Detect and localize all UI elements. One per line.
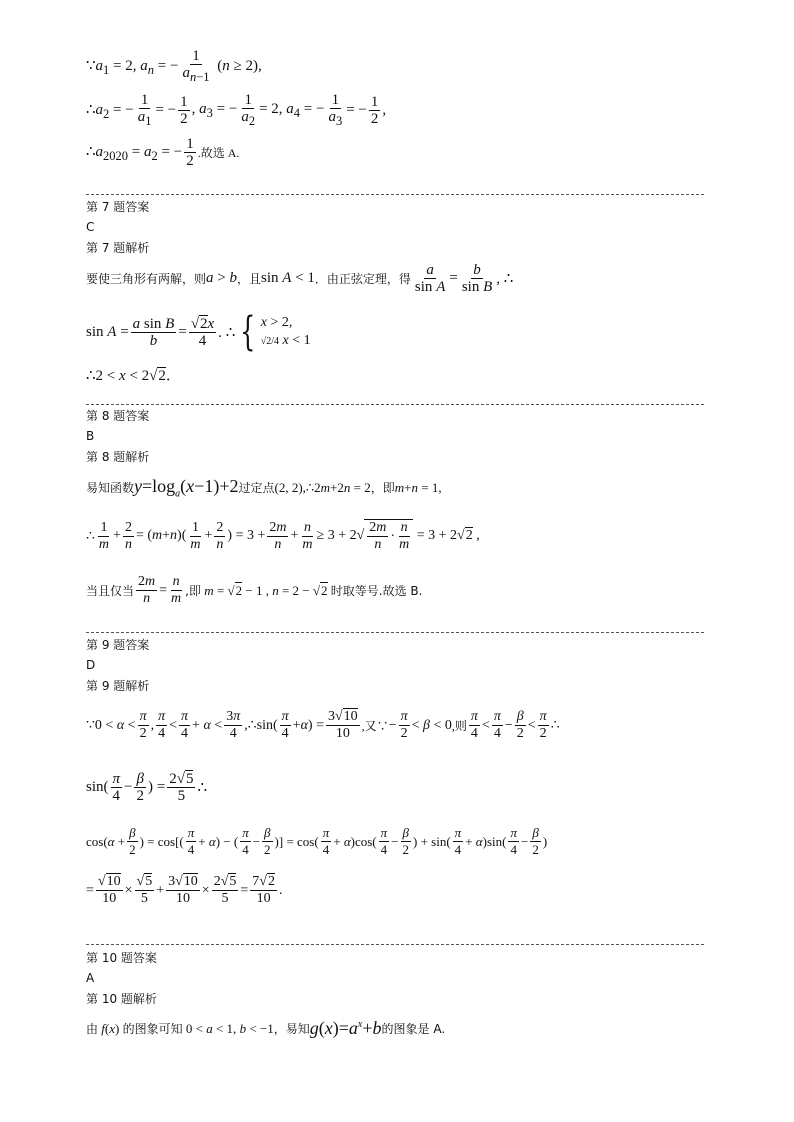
q9-line-4: = $\frac{√10}{10}$ × $\frac{√5}{5}$ + $\frac{3√10}{10}$ × $\frac{2√5}{5}$ = $\frac{7√2}{10}$ .: [86, 874, 283, 906]
q10-text-b: 的图象可知: [122, 1022, 183, 1036]
q9-text-then: ,则: [451, 719, 467, 733]
q8-text-a: 易知函数: [86, 481, 135, 496]
q7-analysis-label: 第 7 题解析: [86, 241, 150, 255]
q10-text-c: ，易知: [273, 1022, 310, 1036]
q9-line-1: ∵0 < α < $\frac{\pi}{2}$ , $\frac{\pi}{4}$ < $\frac{\pi}{4}$ + α < $\frac{3\pi}{4}$ ,∴sin( $\frac{\pi}{4}$ +α) = $\frac{3√10}{10}$ ,又∵ − $\frac{\pi}{2}$ < β < 0 ,则 $\frac{\pi}{4}$ < $\frac{\pi}{4}$ − $\frac{\beta}{2}$ < $\frac{\pi}{2}$ ∴: [86, 709, 560, 741]
q6-line-2: $\therefore a_2$ = − $\frac{1}{a_1}$ = − $\frac{1}{2}$ , $a_3$ = − $\frac{1}{a_2}$ = 2, $a_4$ = − $\frac{1}{a_3}$ = − $\frac{1}{2}$ ,: [86, 92, 387, 128]
q8-text-a2: 当且仅当: [86, 584, 135, 598]
q10-text-a: 由: [86, 1022, 99, 1036]
q7-text-a: 要使三角形有两解，则: [86, 272, 207, 286]
q9-answer-label: 第 9 题答案: [86, 638, 150, 652]
q7-answer: C: [86, 220, 95, 234]
q7-answer-label: 第 7 题答案: [86, 200, 150, 214]
q8-answer-label: 第 8 题答案: [86, 409, 150, 423]
q8-text-c2: 时取等号.故选 B.: [330, 584, 423, 598]
q7-line-2: sin A = $\frac{\text{a sin B}}{b}$ = $\frac{√2x}{4}$ . ∴ { x > 2, √2/4 x < 1: [86, 309, 311, 355]
q10-text-d: 的图象是 A.: [381, 1022, 446, 1036]
q9-text-mid: ,又∵: [361, 719, 389, 733]
separator: [86, 194, 704, 195]
q8-text-c: ，即: [370, 481, 395, 496]
q8-text-b2: ,即: [185, 584, 201, 598]
q8-line-3: 当且仅当 $\frac{2m}{n}$ = $\frac{n}{m}$ ,即 m = √2 − 1 , n = 2 − √2 时取等号.故选 B.: [86, 574, 423, 606]
q8-answer: B: [86, 429, 95, 443]
separator: [86, 404, 704, 405]
q8-analysis-label: 第 8 题解析: [86, 450, 150, 464]
q8-text-b: 过定点: [238, 481, 275, 496]
q9-line-3: cos(α + $\frac{\beta}{2}$ ) = cos[( $\frac{\pi}{4}$ + α) − ( $\frac{\pi}{4}$ − $\frac{\beta}{2}$ )] = cos( $\frac{\pi}{4}$ + α)cos( $\frac{\pi}{4}$ − $\frac{\beta}{2}$ ) + sin( $\frac{\pi}{4}$ + α)sin( $\frac{\pi}{4}$ − $\frac{\beta}{2}$ ): [86, 825, 548, 857]
q7-end: ．: [165, 368, 181, 384]
q8-line-1: 易知函数 $y=\log_a(x-1)+2$ 过定点 (2, 2),∴2m+2n = 2 ，即 m+n = 1,: [86, 476, 442, 500]
q7-text-c: ．由正弦定理，得: [314, 272, 411, 286]
q10-line-1: 由 f(x) 的图象可知 0 < a < 1, b < −1 ，易知 $g(x)=a^x+b$ 的图象是 A.: [86, 1018, 446, 1038]
q10-analysis-label: 第 10 题解析: [86, 992, 157, 1006]
separator: [86, 944, 704, 945]
q9-analysis-label: 第 9 题解析: [86, 679, 150, 693]
q6-line-1: $\because a_1 = 2$, $a_n$ = − $\frac{1}{a_{n-1}}$ (n ≥ 2),: [86, 48, 262, 84]
q8-line-2: ∴ $\frac{1}{m}$ + $\frac{2}{n}$ = (m+n)( $\frac{1}{m}$ + $\frac{2}{n}$ ) = 3 + $\frac{2m}{n}$ + $\frac{n}{m}$ ≥ 3 + 2√ $\frac{2m}{n}$ · $\frac{n}{m}$ = 3 + 2√2 ,: [86, 519, 480, 552]
q9-line-2: sin( $\frac{\pi}{4}$ − $\frac{\beta}{2}$ ) = $\frac{2√5}{5}$ ∴: [86, 771, 207, 804]
q7-line-1: 要使三角形有两解，则 a > b ，且 sin A < 1 ．由正弦定理，得 $\frac{a}{\text{sin A}}$ = $\frac{b}{\text{sin B}}$ , ∴: [86, 262, 514, 295]
q6-line-3: $\therefore a_{2020} = a_2$ = − $\frac{1}{2}$ .故选 A.: [86, 136, 240, 169]
q9-answer: D: [86, 658, 96, 672]
q7-line-3: ∴2 < x < 2√2．: [86, 368, 181, 384]
q10-answer-label: 第 10 题答案: [86, 951, 157, 965]
q10-answer: A: [86, 971, 95, 985]
separator: [86, 632, 704, 633]
q6-conclusion: .故选 A.: [197, 146, 240, 160]
q7-text-b: ，且: [236, 272, 261, 286]
